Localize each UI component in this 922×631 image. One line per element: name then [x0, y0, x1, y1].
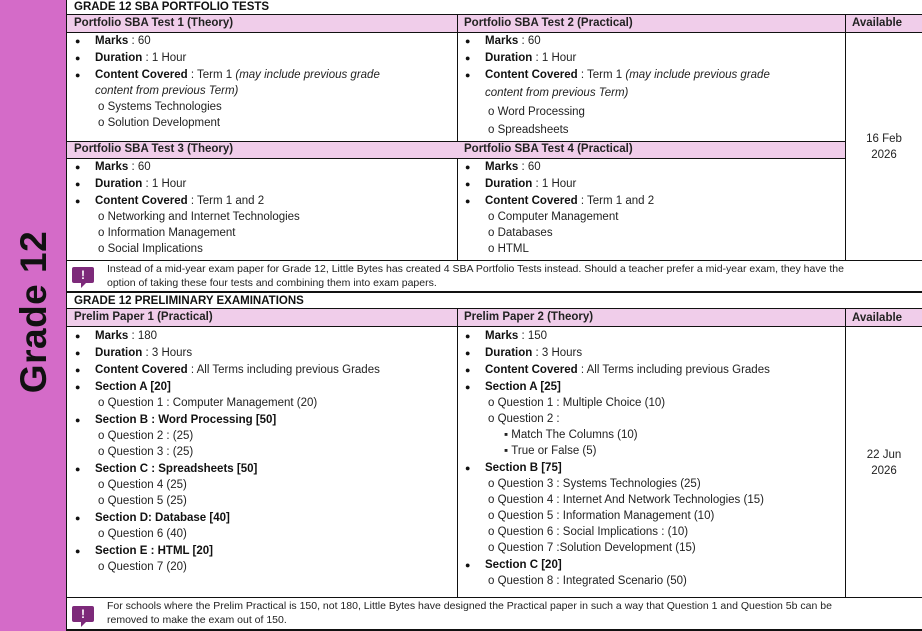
duration-label: Duration	[95, 52, 143, 64]
question-item: o Question 3 : Systems Technologies (25)	[488, 478, 701, 490]
content-note: content from previous Term)	[485, 87, 629, 99]
sub-question-item: ▪ True or False (5)	[504, 445, 597, 457]
content-value: : All Terms including previous Grades	[577, 364, 770, 376]
section-label: Section E : HTML [20]	[95, 545, 213, 557]
topic-item: o Spreadsheets	[488, 124, 569, 136]
content-label: Content Covered	[485, 69, 578, 81]
prelim-paper-2-title: Prelim Paper 2 (Theory)	[464, 311, 594, 323]
prelim-section-title: GRADE 12 PRELIMINARY EXAMINATIONS	[74, 295, 304, 307]
section-label: Section B [75]	[485, 462, 562, 474]
marks-value: : 180	[128, 330, 158, 342]
sba-test-4-title: Portfolio SBA Test 4 (Practical)	[464, 143, 633, 155]
content-value: : Term 1	[187, 69, 236, 81]
content-label: Content Covered	[95, 69, 188, 81]
marks-label: Marks	[95, 161, 129, 173]
section-label: Section A [25]	[485, 381, 561, 393]
marks-value: : 60	[518, 161, 541, 173]
question-item: o Question 3 : (25)	[98, 446, 194, 458]
question-item: o Question 6 (40)	[98, 528, 187, 540]
sba-available-header: Available	[852, 17, 903, 29]
prelim-note: For schools where the Prelim Practical is 150, not 180, Little Bytes have designed the Practical paper in such a way that Question 1 and Question 5b can be removed to make the exam out of 150.	[107, 600, 832, 626]
content-value: : Term 1 and 2	[187, 195, 265, 207]
topic-item: o Networking and Internet Technologies	[98, 211, 300, 223]
topic-item: o Word Processing	[488, 106, 585, 118]
question-item: o Question 8 : Integrated Scenario (50)	[488, 575, 687, 587]
prelim-available-header: Available	[852, 312, 903, 324]
duration-value: : 1 Hour	[532, 178, 577, 190]
sub-question-item: ▪ Match The Columns (10)	[504, 429, 638, 441]
question-item: o Question 2 :	[488, 413, 560, 425]
question-item: o Question 6 : Social Implications : (10)	[488, 526, 689, 538]
grade-sidebar	[0, 0, 67, 631]
duration-label: Duration	[485, 52, 533, 64]
sba-test-3-title: Portfolio SBA Test 3 (Theory)	[74, 143, 234, 155]
sba-available-date: 16 Feb 2026	[866, 133, 902, 161]
section-label: Section A [20]	[95, 381, 171, 393]
duration-value: : 1 Hour	[142, 52, 187, 64]
prelim-available-date: 22 Jun 2026	[866, 449, 902, 477]
grade-label: Grade 12	[13, 230, 54, 394]
section-label: Section C : Spreadsheets [50]	[95, 463, 258, 475]
duration-label: Duration	[95, 347, 143, 359]
duration-label: Duration	[485, 347, 533, 359]
content-note: (may include previous grade	[235, 69, 380, 81]
topic-item: o HTML	[488, 243, 529, 255]
question-item: o Question 7 (20)	[98, 561, 187, 573]
question-item: o Question 1 : Multiple Choice (10)	[488, 397, 666, 409]
question-item: o Question 4 (25)	[98, 479, 187, 491]
topic-item: o Solution Development	[98, 117, 221, 129]
section-label: Section D: Database [40]	[95, 512, 230, 524]
question-item: o Question 5 : Information Management (10)	[488, 510, 715, 522]
prelim-paper-1-title: Prelim Paper 1 (Practical)	[74, 311, 213, 323]
schedule-table: GRADE 12 SBA PORTFOLIO TESTS Portfolio SBA Test 1 (Theory) Portfolio SBA Test 2 (Practical) Available ● Marks : 60 ● Duration : 1 Hour ● Content Covered : Term 1 (may include previous grade content from previous Term) o Systems Technologies o Solution Development ● Marks : 60 ● Duration : 1 Hour ● Content Covered : Term 1 (may include previous grade content from previous Term) o Word Processing o Spreadsheets Portfolio SBA Test 3 (Theory) Portfolio SBA Test 4 (Practical) 16 Feb 2026 ● Marks : 60 ● Duration : 1 Hour ● Content Covered : Term 1 and 2 o Networking and Internet Technologies o Information Management o Social Implications ● Marks : 60 ● Duration : 1 Hour ● Content Covered : Term 1 and 2 o Computer Management o Databases o HTML ! Instead of a mid-year exam paper for Grade 12, Little Bytes has created 4 SBA Portfolio Tests instead. Should a teacher prefer a mid-year exam, they have the option of taking these four tests and combining them into exam papers. GRADE 12 PRELIMINARY EXAMINATIONS Prelim Paper 1 (Practical) Prelim Paper 2 (Theory) Available ● Marks : 180 ● Duration : 3 Hours ● Content Covered : All Terms including previous Grades ● Section A [20] o Question 1 : Computer Management (20) ● Section B : Word Processing [50] o Question 2 : (25) o Question 3 : (25) ● Section C : Spreadsheets [50] o Question 4 (25) o Question 5 (25) ● Section D: Database [40] o Question 6 (40) ● Section E : HTML [20] o Question 7 (20) ● Marks : 150 ● Duration : 3 Hours ● Content Covered : All Terms including previous Grades ● Section A [25] o Question 1 : Multiple Choice (10) o Question 2 : ▪ Match The Columns (10) ▪ True or False (5) ● Section B [75] o Question 3 : Systems Technologies (25) o Question 4 : Internet And Network Technologies (15) o Question 5 : Information Management (10) o Question 6 : Social Implications : (10) o Question 7 :Solution Development (15) ● Section C [20] o Question 8 : Integrated Scenario (50) 22 Jun 2026 ! For schools where the Prelim Practical is 150, not 180, Little Bytes have designed the Practical paper in such a way that Question 1 and Question 5b can be removed to make the exam out of 150.	[67, 0, 922, 631]
duration-label: Duration	[485, 178, 533, 190]
marks-label: Marks	[95, 330, 129, 342]
content-label: Content Covered	[95, 195, 188, 207]
marks-value: : 60	[518, 35, 541, 47]
marks-value: : 150	[518, 330, 548, 342]
duration-value: : 1 Hour	[142, 178, 187, 190]
sba-section-title: GRADE 12 SBA PORTFOLIO TESTS	[74, 1, 270, 13]
topic-item: o Social Implications	[98, 243, 203, 255]
duration-label: Duration	[95, 178, 143, 190]
content-value: : Term 1	[577, 69, 626, 81]
duration-value: : 1 Hour	[532, 52, 577, 64]
sba-test-2-title: Portfolio SBA Test 2 (Practical)	[464, 17, 633, 29]
content-label: Content Covered	[485, 364, 578, 376]
question-item: o Question 1 : Computer Management (20)	[98, 397, 318, 409]
question-item: o Question 5 (25)	[98, 495, 187, 507]
duration-value: : 3 Hours	[142, 347, 193, 359]
content-note: (may include previous grade	[625, 69, 770, 81]
note-comment-icon: !	[72, 267, 94, 283]
content-value: : Term 1 and 2	[577, 195, 655, 207]
marks-value: : 60	[128, 161, 151, 173]
content-label: Content Covered	[485, 195, 578, 207]
sba-note: Instead of a mid-year exam paper for Grade 12, Little Bytes has created 4 SBA Portfolio Tests instead. Should a teacher prefer a mid-year exam, they have the option of taking these four tests and combining them into exam papers.	[107, 263, 844, 289]
marks-value: : 60	[128, 35, 151, 47]
marks-label: Marks	[485, 35, 519, 47]
section-label: Section B : Word Processing [50]	[95, 414, 277, 426]
question-item: o Question 7 :Solution Development (15)	[488, 542, 696, 554]
section-label: Section C [20]	[485, 559, 562, 571]
duration-value: : 3 Hours	[532, 347, 583, 359]
marks-label: Marks	[485, 161, 519, 173]
marks-label: Marks	[95, 35, 129, 47]
topic-item: o Databases	[488, 227, 553, 239]
topic-item: o Systems Technologies	[98, 101, 222, 113]
content-label: Content Covered	[95, 364, 188, 376]
question-item: o Question 4 : Internet And Network Technologies (15)	[488, 494, 764, 506]
note-comment-icon: !	[72, 606, 94, 622]
topic-item: o Computer Management	[488, 211, 619, 223]
content-note: content from previous Term)	[95, 85, 239, 97]
topic-item: o Information Management	[98, 227, 236, 239]
question-item: o Question 2 : (25)	[98, 430, 194, 442]
content-value: : All Terms including previous Grades	[187, 364, 380, 376]
sba-test-1-title: Portfolio SBA Test 1 (Theory)	[74, 17, 234, 29]
marks-label: Marks	[485, 330, 519, 342]
